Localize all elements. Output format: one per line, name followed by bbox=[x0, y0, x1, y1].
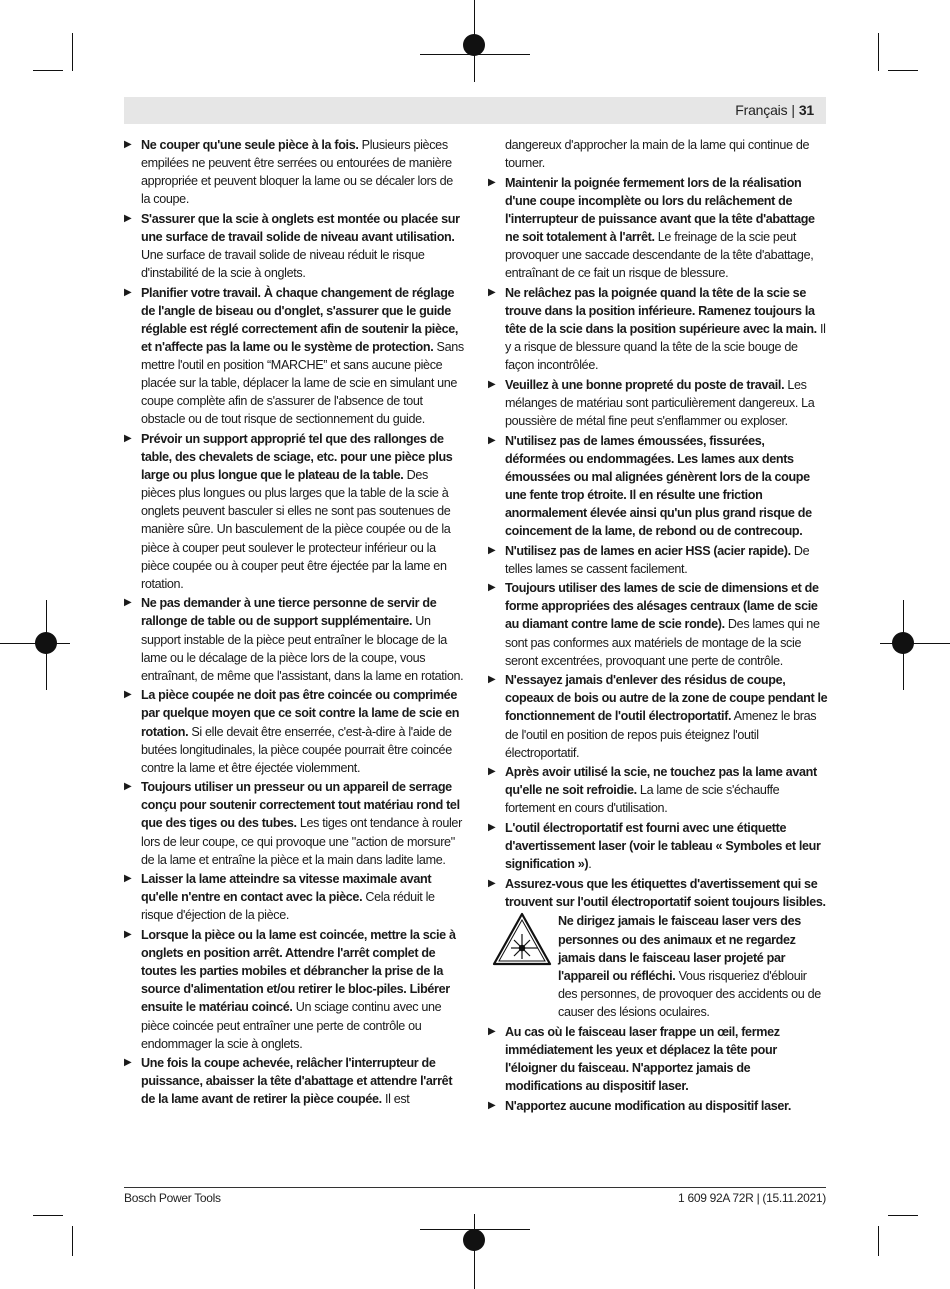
bullet-icon: ▶ bbox=[488, 544, 496, 556]
bullet-icon: ▶ bbox=[124, 1057, 132, 1069]
header-separator: | bbox=[791, 102, 795, 118]
crop-mark bbox=[33, 1215, 63, 1216]
crop-mark bbox=[878, 1226, 879, 1256]
safety-item bbox=[124, 870, 464, 924]
safety-item-bold: Au cas où le faisceau laser frappe un œil, fermez immédiatement les yeux et déplacez la tête pour l'éloigner du faisceau. N'apportez jamais de modifications au dispositif laser. bbox=[505, 1025, 780, 1094]
safety-item-bold: Ne couper qu'une seule pièce à la fois. bbox=[141, 138, 359, 152]
safety-item-text: Le freinage de la scie peut provoquer une saccade descendante de la tête d'abattage, entraînant de ce fait un risque de blessure. bbox=[505, 229, 814, 281]
bullet-icon: ▶ bbox=[124, 597, 132, 609]
header-text bbox=[735, 102, 814, 118]
safety-item-text: Les mélanges de matériau sont particulièrement dangereux. La poussière de métal fine peut s'enflammer ou exploser. bbox=[505, 377, 815, 428]
safety-item-bold: Ne pas demander à une tierce personne de servir de rallonge de table ou de support supplémentaire. bbox=[141, 596, 437, 629]
safety-item bbox=[488, 671, 828, 761]
bullet-icon: ▶ bbox=[488, 1099, 496, 1111]
safety-item bbox=[488, 284, 828, 374]
bullet-icon: ▶ bbox=[488, 434, 496, 446]
safety-item-bold: Toujours utiliser un presseur ou un appareil de serrage conçu pour soutenir correctement tout matériau rond tel que des tiges ou des tubes. bbox=[141, 780, 460, 831]
right-column bbox=[488, 136, 828, 1116]
safety-item-bold: Planifier votre travail. À chaque changement de réglage de l'angle de biseau ou d'onglet, s'assurer que le guide réglable est réglé correctement afin de soutenir la pièce, et n'affecte pas la lame ou le système de protection. bbox=[141, 285, 459, 355]
safety-item bbox=[124, 210, 464, 282]
page-header bbox=[124, 97, 826, 124]
bullet-icon: ▶ bbox=[488, 176, 496, 188]
footer-doc-number: 1 609 92A 72R | (15.11.2021) bbox=[678, 1191, 826, 1205]
safety-item-bold: N'utilisez pas de lames émoussées, fissurées, déformées ou endommagées. Les lames aux dents émoussées ou mal alignées génèrent lors de la coupe une fente trop étroite. Il en résulte une friction anormalement élevée ainsi qu'un plus grand risque de coincement de la lame, de rebond ou de contrecoup. bbox=[505, 433, 812, 538]
crop-mark bbox=[878, 33, 879, 71]
bullet-icon: ▶ bbox=[488, 674, 496, 686]
laser-warning-block bbox=[488, 912, 828, 1021]
registration-mark bbox=[892, 632, 914, 654]
bullet-icon: ▶ bbox=[488, 766, 496, 778]
safety-item-text: Les tiges ont tendance à rouler lors de leur coupe, ce qui provoque une "action de morsure" de la lame et entraîne la pièce et la main dans ladite lame. bbox=[141, 816, 462, 867]
right-items-before bbox=[488, 174, 828, 911]
safety-item-bold: Lorsque la pièce ou la lame est coincée, mettre la scie à onglets en position arrêt. Attendre l'arrêt complet de toutes les parties mobiles et débrancher la prise de la source d'alimentation et/ou retirer le bloc-piles. Libérer ensuite le matériau coincé. bbox=[141, 928, 456, 1015]
bullet-icon: ▶ bbox=[488, 877, 496, 889]
bullet-icon: ▶ bbox=[124, 689, 132, 701]
bullet-icon: ▶ bbox=[488, 1026, 496, 1037]
crop-mark bbox=[33, 70, 63, 71]
bullet-icon: ▶ bbox=[488, 821, 496, 833]
safety-item-bold: Une fois la coupe achevée, relâcher l'interrupteur de puissance, abaisser la tête d'abattage et attendre l'arrêt de la lame avant de retirer la pièce coupée. bbox=[141, 1056, 453, 1107]
bullet-icon: ▶ bbox=[124, 873, 132, 885]
registration-mark bbox=[463, 1229, 485, 1251]
bullet-icon: ▶ bbox=[124, 139, 132, 150]
safety-item-bold: N'utilisez pas de lames en acier HSS (acier rapide). bbox=[505, 543, 791, 558]
right-items-after bbox=[488, 1023, 828, 1115]
safety-item-bold: Laisser la lame atteindre sa vitesse maximale avant qu'elle n'entre en contact avec la pièce. bbox=[141, 872, 432, 905]
crop-mark bbox=[72, 33, 73, 71]
safety-item bbox=[488, 579, 828, 669]
safety-item-text: Amenez le bras de l'outil en position de repos puis éteignez l'outil électroportatif. bbox=[505, 709, 817, 760]
safety-item-text: Sans mettre l'outil en position “MARCHE” et sans aucune pièce placée sur la table, déplacer la lame de scie en simulant une coupe complète afin de s'assurer de l'absence de tout obstacle ou de tout risque de sectionnement du guide. bbox=[141, 340, 464, 427]
bullet-icon: ▶ bbox=[124, 781, 132, 793]
registration-mark bbox=[463, 34, 485, 56]
safety-item-bold: Veuillez à une bonne propreté du poste de travail. bbox=[505, 377, 785, 392]
safety-item bbox=[488, 1023, 828, 1095]
safety-item-text: Plusieurs pièces empilées ne peuvent être serrées ou entourées de manière appropriée et peuvent bloquer la lame ou se décaler lors de la coupe. bbox=[141, 138, 453, 207]
safety-item-bold: Maintenir la poignée fermement lors de la réalisation d'une coupe incomplète ou lors du relâchement de l'interrupteur de puissance avant que la tête d'abattage ne soit totalement à l'arrêt. bbox=[505, 175, 815, 244]
safety-item-bold: Assurez-vous que les étiquettes d'avertissement qui se trouvent sur l'outil électroportatif soient toujours lisibles. bbox=[505, 876, 826, 909]
bullet-icon: ▶ bbox=[124, 929, 132, 941]
page-number: 31 bbox=[798, 102, 814, 118]
safety-item-bold: S'assurer que la scie à onglets est montée ou placée sur une surface de travail solide de niveau avant utilisation. bbox=[141, 211, 460, 244]
crop-mark bbox=[72, 1226, 73, 1256]
safety-item bbox=[488, 174, 828, 283]
safety-item-text: La lame de scie s'échauffe fortement en cours d'utilisation. bbox=[505, 783, 780, 816]
laser-warning-icon bbox=[492, 912, 552, 966]
bullet-icon: ▶ bbox=[488, 378, 496, 390]
safety-item bbox=[488, 819, 828, 873]
safety-item bbox=[488, 376, 828, 430]
safety-item bbox=[124, 1054, 464, 1108]
safety-item-text: Si elle devait être enserrée, c'est-à-dire à l'aide de butées longitudinales, la pièce coupée pourrait être coincée contre la lame et être éjectée violemment. bbox=[141, 724, 452, 775]
registration-line bbox=[474, 1214, 475, 1289]
safety-item-bold: Toujours utiliser des lames de scie de dimensions et de forme appropriées des alésages centraux (lame de scie au diamant contre lame de scie ronde). bbox=[505, 581, 819, 632]
safety-item-bold: Après avoir utilisé la scie, ne touchez pas la lame avant qu'elle ne soit refroidie. bbox=[505, 765, 817, 798]
footer-rule bbox=[124, 1187, 826, 1188]
safety-item-bold: N'apportez aucune modification au dispositif laser. bbox=[505, 1098, 792, 1113]
laser-warning-text bbox=[558, 912, 828, 1021]
safety-item-text: Il est bbox=[381, 1092, 410, 1107]
safety-item bbox=[488, 763, 828, 817]
safety-item bbox=[488, 542, 828, 578]
safety-item-text: Des lames qui ne sont pas conformes aux matériels de montage de la scie seront excentrées, provoquant une perte de contrôle. bbox=[505, 617, 820, 668]
laser-warning-normal: Vous risqueriez d'éblouir des personnes, de provoquer des accidents ou de causer des lésions oculaires. bbox=[558, 968, 821, 1019]
safety-item-text: Une surface de travail solide de niveau réduit le risque d'instabilité de la scie à onglets. bbox=[141, 248, 425, 281]
safety-item-bold: Prévoir un support approprié tel que des rallonges de table, des chevalets de sciage, etc. pour une pièce plus large ou plus longue que le plateau de la table. bbox=[141, 432, 453, 483]
safety-item-bold: N'essayez jamais d'enlever des résidus de coupe, copeaux de bois ou autre de la zone de coupe pendant le fonctionnement de l'outil électroportatif. bbox=[505, 673, 828, 724]
continuation-text: dangereux d'approcher la main de la lame qui continue de tourner. bbox=[505, 138, 810, 171]
crop-mark bbox=[888, 1215, 918, 1216]
safety-item-text: Cela réduit le risque d'éjection de la pièce. bbox=[141, 890, 435, 923]
safety-item-text: Des pièces plus longues ou plus larges que la table de la scie à onglets peuvent basculer si elles ne sont pas soutenues de manière sûre. Un basculement de la pièce coupée ou de la pièce à couper peut soulever le protecteur inférieur ou la pièce coupée ou à couper peut être éjectée par la lame en rotation. bbox=[141, 468, 451, 591]
footer-brand: Bosch Power Tools bbox=[124, 1191, 221, 1205]
safety-item-text: Un support instable de la pièce peut entraîner le blocage de la lame ou le décalage de la pièce lors de la coupe, vous entraînant, de même que l'assistant, dans la lame en rotation. bbox=[141, 614, 464, 683]
safety-item bbox=[124, 778, 464, 868]
safety-item bbox=[124, 686, 464, 776]
safety-item bbox=[488, 432, 828, 541]
safety-item bbox=[488, 1097, 828, 1115]
safety-item-bold: L'outil électroportatif est fourni avec une étiquette d'avertissement laser (voir le tableau « Symboles et leur signification ») bbox=[505, 820, 821, 872]
safety-item-text: De telles lames se cassent facilement. bbox=[505, 543, 810, 576]
bullet-icon: ▶ bbox=[488, 582, 496, 594]
safety-item bbox=[124, 136, 464, 208]
safety-item-bold: Ne relâchez pas la poignée quand la tête de la scie se trouve dans la position inférieure. Ramenez toujours la tête de la scie dans la position supérieure avec la main. bbox=[505, 285, 817, 336]
registration-mark bbox=[35, 632, 57, 654]
safety-item bbox=[124, 284, 464, 429]
left-column bbox=[124, 136, 464, 1110]
safety-item-text: . bbox=[588, 857, 592, 872]
bullet-icon: ▶ bbox=[488, 286, 496, 298]
crop-mark bbox=[888, 70, 918, 71]
safety-item bbox=[124, 594, 464, 684]
laser-warning-bold: Ne dirigez jamais le faisceau laser vers des personnes ou des animaux et ne regardez jamais dans le faisceau laser projeté par l'appareil ou réfléchi. bbox=[558, 914, 801, 983]
safety-item bbox=[124, 926, 464, 1053]
safety-item-bold: La pièce coupée ne doit pas être coincée ou comprimée par quelque moyen que ce soit contre la lame de scie en rotation. bbox=[141, 688, 460, 739]
safety-item bbox=[488, 875, 828, 911]
safety-item bbox=[124, 430, 464, 593]
header-language: Français bbox=[735, 102, 788, 118]
bullet-icon: ▶ bbox=[124, 286, 132, 298]
safety-item-text: Un sciage continu avec une pièce coincée peut entraîner une perte de contrôle ou endommager la scie à onglets. bbox=[141, 1000, 442, 1051]
registration-line bbox=[880, 643, 950, 644]
bullet-icon: ▶ bbox=[124, 433, 132, 444]
safety-item-text: Il y a risque de blessure quand la tête de la scie bouge de façon incontrôlée. bbox=[505, 321, 826, 373]
bullet-icon: ▶ bbox=[124, 212, 132, 224]
